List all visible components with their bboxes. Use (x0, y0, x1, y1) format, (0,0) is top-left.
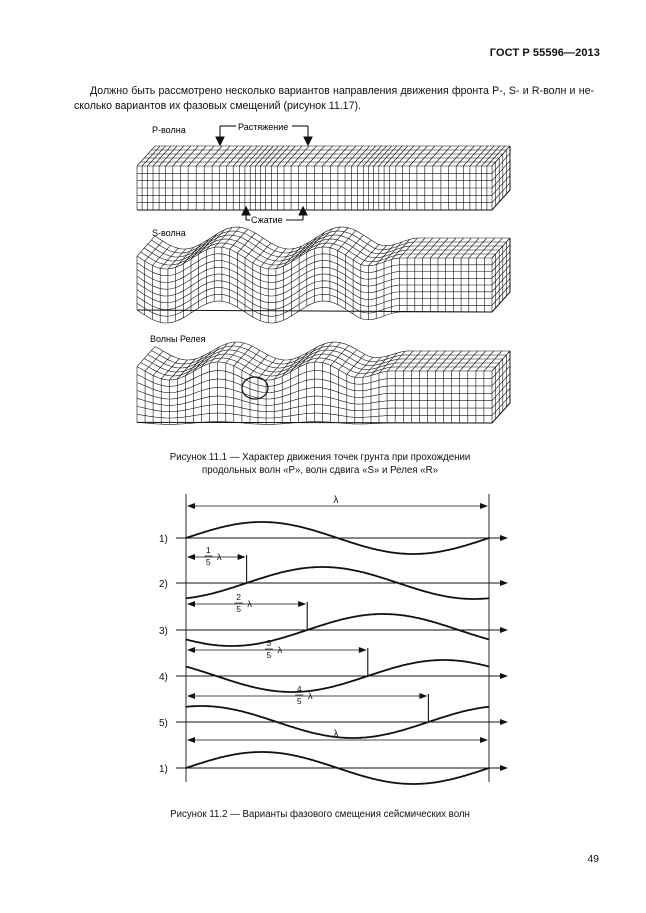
axis-arrow (500, 580, 508, 586)
row-label: 5) (159, 718, 168, 729)
fraction-denominator: 5 (205, 557, 211, 567)
phase-arrow-left (187, 554, 195, 560)
phase-arrow-left (187, 647, 195, 653)
stretch-label: Растяжение (238, 122, 289, 132)
dimension-arrow-left (187, 503, 195, 509)
fraction-numerator: 4 (296, 684, 302, 694)
fraction-lambda: λ (277, 645, 283, 656)
row-label: 4) (159, 672, 168, 683)
s-wave-block (137, 227, 510, 323)
caption-1-line-1: Рисунок 11.1 — Характер движения точек грунта при прохождении (169, 452, 471, 463)
fraction-numerator: 1 (205, 545, 211, 555)
fraction-denominator: 5 (236, 604, 241, 614)
fraction-denominator: 5 (266, 650, 272, 660)
dimension-arrow-left (187, 737, 195, 743)
lambda-label: λ (333, 729, 339, 740)
s-wave-label: S-волна (152, 228, 186, 238)
phase-arrow-right (298, 601, 306, 607)
axis-arrow (500, 627, 508, 633)
paragraph-line-1: Должно быть рассмотрено несколько вариантов направления движения фронта P-, S- и R-волн и не- (90, 85, 594, 97)
rayleigh-wave-block (137, 342, 510, 424)
rayleigh-wave-label: Волны Релея (150, 334, 206, 344)
dimension-arrow-right (480, 737, 488, 743)
figure-11-2-caption: Рисунок 11.2 — Варианты фазового смещения сейсмических волн (170, 809, 470, 820)
document-code-header: ГОСТ Р 55596—2013 (489, 47, 600, 59)
phase-arrow-right (238, 554, 246, 560)
fraction-lambda: λ (307, 691, 313, 702)
row-label: 2) (159, 579, 168, 590)
row-label: 3) (159, 626, 168, 637)
phase-arrow-left (187, 601, 195, 607)
axis-arrow (500, 719, 508, 725)
figure-11-1-wave-blocks (0, 0, 646, 450)
phase-arrow-right (359, 647, 367, 653)
dimension-arrow-right (480, 503, 488, 509)
fraction-numerator: 3 (266, 638, 272, 648)
figure-11-2-phase-shift (0, 490, 646, 800)
row-label: 1) (159, 764, 168, 775)
axis-arrow (500, 765, 508, 771)
page-number: 49 (587, 853, 599, 865)
fraction-lambda: λ (247, 599, 252, 610)
axis-arrow (500, 673, 508, 679)
fraction-numerator: 2 (236, 592, 241, 602)
compress-label: Сжатие (251, 215, 283, 225)
paragraph-line-2: сколько вариантов их фазовых смещений (рисунок 11.17). (74, 99, 361, 112)
lambda-label: λ (333, 495, 339, 506)
caption-1-line-2: продольных волн «P», волн сдвига «S» и Релея «R» (202, 465, 438, 477)
figure-11-1-caption (120, 451, 520, 477)
fraction-lambda: λ (216, 552, 222, 563)
phase-arrow-left (187, 693, 195, 699)
axis-arrow (500, 535, 508, 541)
p-wave-label: P-волна (152, 125, 186, 135)
p-wave-block (137, 146, 510, 210)
particle-orbit-ellipse (242, 377, 268, 399)
phase-arrow-right (419, 693, 427, 699)
row-label: 1) (159, 534, 168, 545)
fraction-denominator: 5 (296, 696, 302, 706)
